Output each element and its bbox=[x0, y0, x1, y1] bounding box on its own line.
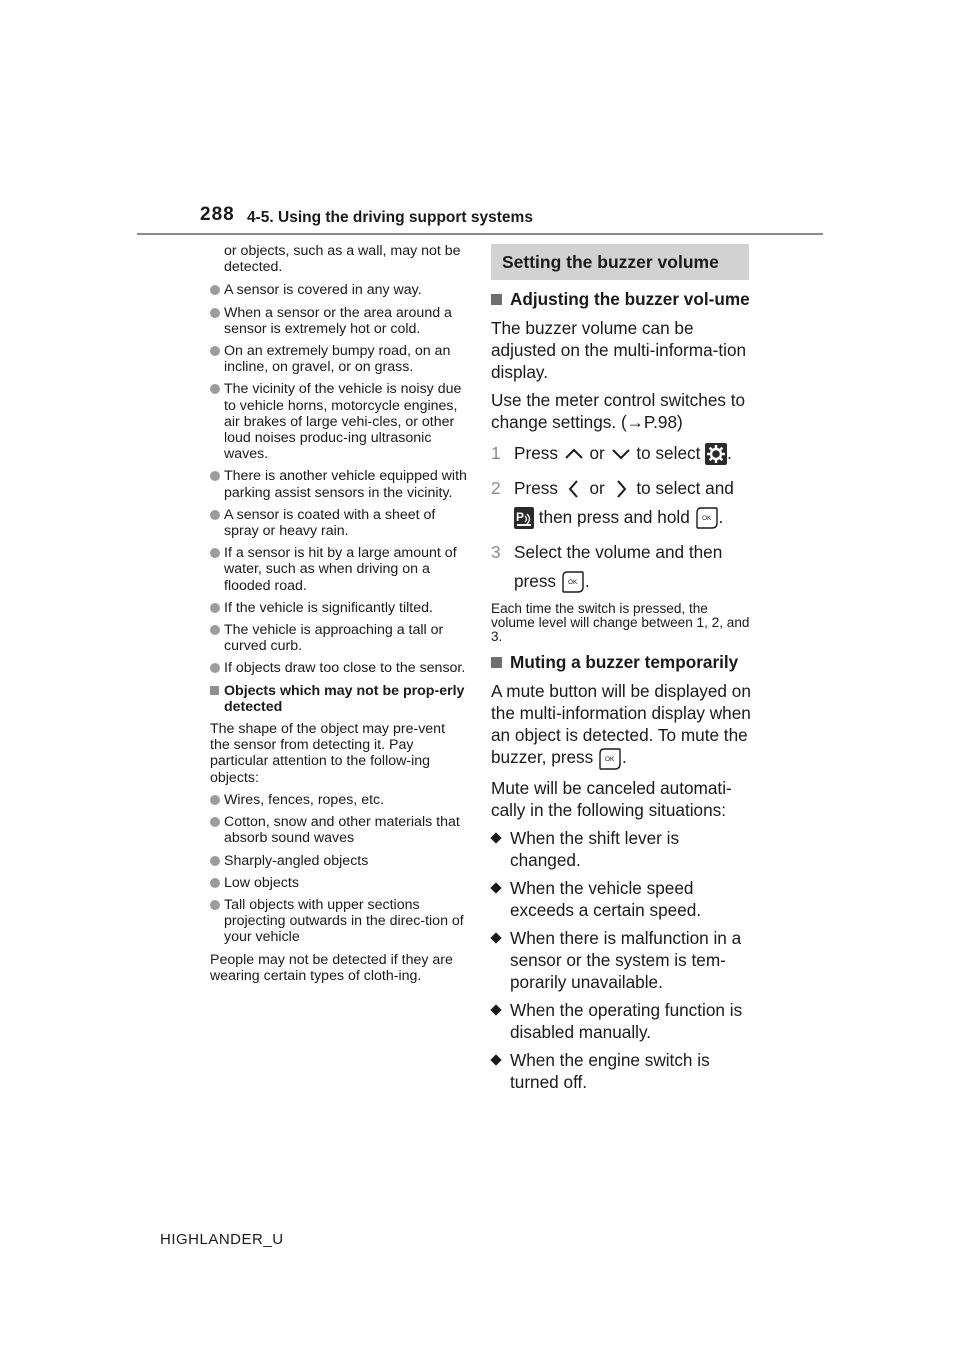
bullet-dot-icon bbox=[210, 878, 220, 888]
bullet-item: A sensor is coated with a sheet of spray or heavy rain. bbox=[210, 507, 468, 539]
bullet-item: A sensor is covered in any way. bbox=[210, 282, 468, 298]
diamond-bullet-icon bbox=[490, 1054, 501, 1065]
svg-text:OK: OK bbox=[605, 755, 615, 763]
bullet-dot-icon bbox=[210, 795, 220, 805]
paragraph-switches: Use the meter control switches to change settings. (→P.98) bbox=[491, 390, 746, 432]
ok-button-icon bbox=[561, 570, 585, 594]
bullet-dot-icon bbox=[210, 346, 220, 356]
bullet-dot-icon bbox=[210, 471, 220, 481]
svg-text:OK: OK bbox=[567, 579, 578, 587]
ok-button-icon bbox=[598, 747, 622, 771]
bullet-dot-icon bbox=[210, 625, 220, 635]
list-item: When the engine switch is turned off. bbox=[491, 1049, 753, 1093]
diamond-bullet-icon bbox=[490, 932, 501, 943]
bullet-dot-icon bbox=[210, 510, 220, 520]
list-item: When the vehicle speed exceeds a certain speed. bbox=[491, 877, 753, 921]
bullet-item: Cotton, snow and other materials that absorb sound waves bbox=[210, 814, 468, 846]
bullet-dot-icon bbox=[210, 308, 220, 318]
bullet-item: Tall objects with upper sections projecting outwards in the direc-tion of your vehicle bbox=[210, 897, 468, 946]
continuation-text: or objects, such as a wall, may not be detected. bbox=[224, 243, 461, 276]
bullet-dot-icon bbox=[210, 384, 220, 394]
bullet-item: If the vehicle is significantly tilted. bbox=[210, 600, 468, 616]
paragraph-cancel: Mute will be canceled automati-cally in the following situations: bbox=[491, 777, 732, 820]
bullet-item: The vehicle is approaching a tall or curved curb. bbox=[210, 622, 468, 654]
svg-text:P: P bbox=[516, 510, 525, 525]
bullet-item: If objects draw too close to the sensor. bbox=[210, 660, 468, 676]
chevron-down-icon bbox=[610, 447, 632, 461]
diamond-bullet-icon bbox=[490, 832, 501, 843]
page-header bbox=[0, 0, 960, 240]
bullet-dot-icon bbox=[210, 817, 220, 827]
step-number: 1 bbox=[491, 443, 501, 463]
bullet-item: Wires, fences, ropes, etc. bbox=[210, 792, 468, 808]
square-bullet-icon bbox=[210, 686, 219, 695]
section-banner: Setting the buzzer volume bbox=[491, 244, 749, 280]
diamond-bullet-icon bbox=[490, 882, 501, 893]
bullet-item: Sharply-angled objects bbox=[210, 853, 468, 869]
step-3: 3 Select the volume and then press OK . bbox=[491, 538, 753, 596]
chevron-up-icon bbox=[563, 447, 585, 461]
bullet-item: When a sensor or the area around a sensor is extremely hot or cold. bbox=[210, 305, 468, 337]
paragraph-mute: A mute button will be displayed on the multi-information display when an object is detected. To mute the buzzer, press OK . bbox=[491, 680, 753, 770]
bullet-item: Low objects bbox=[210, 875, 468, 891]
paragraph-adjust: The buzzer volume can be adjusted on the multi-informa-tion display. bbox=[491, 318, 747, 382]
page-number: 288 bbox=[200, 204, 235, 225]
list-item: When the shift lever is changed. bbox=[491, 827, 753, 871]
bullet-dot-icon bbox=[210, 603, 220, 613]
bullet-item: The vicinity of the vehicle is noisy due to vehicle horns, motorcycle engines, air brakes of large vehi-cles, or other loud noises produc-ing ultrasonic waves. bbox=[210, 381, 468, 462]
chevron-left-icon bbox=[563, 478, 585, 500]
list-item: When there is malfunction in a sensor or the system is tem-porarily unavailable. bbox=[491, 927, 753, 993]
subheading-objects: Objects which may not be prop-erly detected bbox=[210, 683, 468, 715]
bullet-dot-icon bbox=[210, 900, 220, 910]
bullet-item: There is another vehicle equipped with parking assist sensors in the vicinity. bbox=[210, 468, 468, 500]
bullet-item: If a sensor is hit by a large amount of water, such as when driving on a flooded road. bbox=[210, 545, 468, 594]
step-number: 2 bbox=[491, 478, 501, 498]
step-number: 3 bbox=[491, 542, 501, 562]
header-divider bbox=[137, 233, 823, 235]
bullet-list-objects bbox=[210, 792, 468, 946]
bullet-dot-icon bbox=[210, 285, 220, 295]
closing-note: People may not be detected if they are wearing certain types of cloth-ing. bbox=[210, 951, 453, 984]
parking-sensor-icon bbox=[514, 507, 534, 529]
section-title: 4-5. Using the driving support systems bbox=[247, 209, 533, 226]
square-bullet-icon bbox=[491, 294, 502, 305]
step-1: 1 Press or to select . bbox=[491, 439, 753, 468]
svg-text:OK: OK bbox=[701, 515, 711, 523]
bullet-item: On an extremely bumpy road, on an incline, on gravel, or on grass. bbox=[210, 343, 468, 375]
step-2: 2 Press or to select and P then press and hold OK . bbox=[491, 474, 753, 532]
ok-button-icon bbox=[695, 506, 719, 530]
bullet-dot-icon bbox=[210, 663, 220, 673]
gear-icon bbox=[705, 443, 727, 465]
heading-muting: Muting a buzzer temporarily bbox=[491, 651, 753, 673]
footer-model: HIGHLANDER_U bbox=[160, 1231, 284, 1248]
cancel-conditions-list bbox=[491, 827, 753, 1093]
volume-note: Each time the switch is pressed, the volume level will change between 1, 2, and 3. bbox=[491, 601, 750, 644]
objects-intro: The shape of the object may pre-vent the sensor from detecting it. Pay particular attention to the follow-ing objects: bbox=[210, 721, 446, 786]
heading-adjust-volume: Adjusting the buzzer vol-ume bbox=[491, 288, 753, 310]
bullet-dot-icon bbox=[210, 856, 220, 866]
square-bullet-icon bbox=[491, 657, 502, 668]
list-item: When the operating function is disabled manually. bbox=[491, 999, 753, 1043]
left-column bbox=[210, 243, 468, 990]
bullet-list-conditions bbox=[210, 282, 468, 676]
right-column bbox=[491, 244, 753, 1099]
chevron-right-icon bbox=[610, 478, 632, 500]
diamond-bullet-icon bbox=[490, 1004, 501, 1015]
bullet-dot-icon bbox=[210, 548, 220, 558]
